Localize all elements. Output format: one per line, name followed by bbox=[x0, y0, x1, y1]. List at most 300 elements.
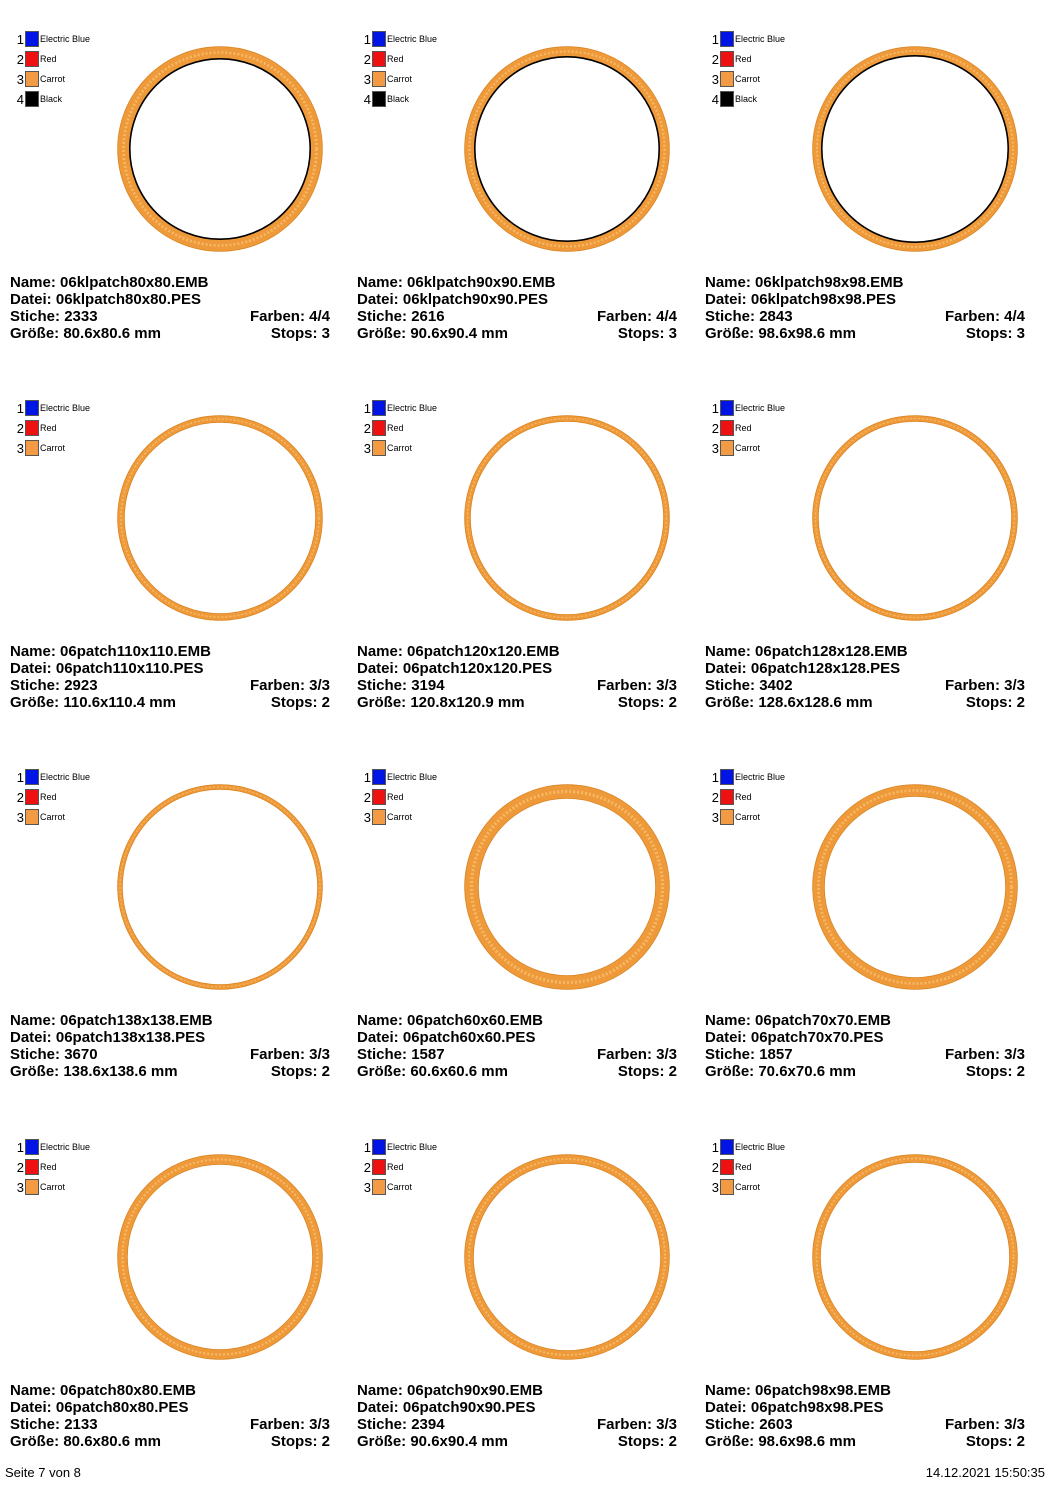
size-line-right bbox=[271, 1063, 330, 1080]
design-card bbox=[10, 30, 340, 390]
field-label: Stiche: bbox=[357, 1416, 408, 1433]
legend-color-name: Red bbox=[387, 792, 404, 802]
design-info bbox=[705, 1012, 1025, 1080]
legend-index: 4 bbox=[711, 92, 719, 107]
design-card bbox=[705, 399, 1035, 759]
stitches-line bbox=[357, 1046, 677, 1063]
legend-index: 1 bbox=[16, 32, 24, 47]
legend-color-name: Carrot bbox=[387, 812, 413, 822]
field-label: Datei: bbox=[357, 291, 399, 308]
design-card bbox=[357, 1138, 687, 1498]
embroidery-preview bbox=[810, 782, 1020, 992]
stitches-line-right bbox=[597, 308, 677, 325]
stitches-line-left bbox=[357, 1046, 445, 1063]
stitches-line-right bbox=[250, 308, 330, 325]
legend-index: 2 bbox=[16, 790, 24, 805]
legend-item bbox=[362, 768, 472, 788]
color-legend bbox=[710, 30, 820, 110]
field-label: Größe: bbox=[357, 325, 407, 342]
field-value: 1587 bbox=[411, 1046, 445, 1063]
color-swatch bbox=[372, 1159, 386, 1175]
field-label: Größe: bbox=[10, 325, 60, 342]
field-label: Stops: bbox=[617, 1063, 665, 1080]
field-value: 2 bbox=[1016, 694, 1025, 711]
legend-item bbox=[710, 808, 820, 828]
stitches-line bbox=[705, 1046, 1025, 1063]
legend-index: 1 bbox=[16, 1140, 24, 1155]
color-swatch bbox=[25, 400, 39, 416]
embroidery-preview bbox=[810, 44, 1020, 254]
embroidery-preview bbox=[462, 782, 672, 992]
embroidery-preview bbox=[462, 44, 672, 254]
legend-item bbox=[15, 30, 125, 50]
field-label: Größe: bbox=[10, 1063, 60, 1080]
name-line-left bbox=[705, 274, 903, 291]
legend-index: 3 bbox=[711, 72, 719, 87]
field-value: 3 bbox=[321, 325, 330, 342]
legend-index: 2 bbox=[711, 421, 719, 436]
field-value: 110.6x110.4 mm bbox=[63, 694, 176, 711]
field-value: 80.6x80.6 mm bbox=[63, 325, 161, 342]
ring-svg bbox=[810, 1152, 1020, 1362]
file-line bbox=[705, 1029, 1025, 1046]
ring-svg bbox=[810, 782, 1020, 992]
design-card bbox=[10, 768, 340, 1128]
field-value: 06klpatch80x80.EMB bbox=[60, 274, 209, 291]
legend-color-name: Electric Blue bbox=[735, 772, 786, 782]
field-value: 3194 bbox=[411, 677, 445, 694]
field-value: 3/3 bbox=[309, 1416, 330, 1433]
color-swatch bbox=[720, 1139, 734, 1155]
stitches-line bbox=[705, 308, 1025, 325]
file-line-left bbox=[705, 1029, 883, 1046]
legend-color-name: Red bbox=[40, 1162, 57, 1172]
stitches-line-left bbox=[10, 1046, 98, 1063]
color-swatch bbox=[372, 1139, 386, 1155]
orange-ring bbox=[817, 1159, 1014, 1356]
field-value: 2 bbox=[1016, 1433, 1025, 1450]
field-value: 2923 bbox=[64, 677, 98, 694]
field-value: 3/3 bbox=[1004, 677, 1025, 694]
design-card bbox=[705, 768, 1035, 1128]
field-label: Name: bbox=[705, 643, 751, 660]
design-info bbox=[705, 274, 1025, 342]
legend-item bbox=[362, 399, 472, 419]
size-line bbox=[10, 1063, 330, 1080]
legend-index: 2 bbox=[363, 1160, 371, 1175]
field-value: 3/3 bbox=[309, 677, 330, 694]
name-line-left bbox=[705, 643, 908, 660]
legend-index: 1 bbox=[363, 32, 371, 47]
field-value: 06patch98x98.PES bbox=[750, 1399, 884, 1416]
color-swatch bbox=[372, 789, 386, 805]
legend-index: 1 bbox=[363, 1140, 371, 1155]
legend-item bbox=[15, 439, 125, 459]
name-line-left bbox=[357, 1382, 543, 1399]
field-value: 3/3 bbox=[656, 1416, 677, 1433]
legend-index: 2 bbox=[711, 1160, 719, 1175]
field-value: 3402 bbox=[759, 677, 793, 694]
field-value: 06patch98x98.EMB bbox=[755, 1382, 891, 1399]
color-swatch bbox=[720, 420, 734, 436]
stitches-line-right bbox=[945, 308, 1025, 325]
field-value: 06patch80x80.EMB bbox=[60, 1382, 196, 1399]
field-value: 06klpatch90x90.EMB bbox=[407, 274, 556, 291]
legend-item bbox=[710, 439, 820, 459]
file-line-left bbox=[357, 1399, 535, 1416]
legend-color-name: Red bbox=[735, 792, 752, 802]
legend-index: 3 bbox=[363, 810, 371, 825]
size-line-left bbox=[10, 694, 176, 711]
size-line-right bbox=[966, 1063, 1025, 1080]
color-swatch bbox=[372, 420, 386, 436]
embroidery-preview bbox=[462, 1152, 672, 1362]
field-value: 98.6x98.6 mm bbox=[758, 325, 856, 342]
legend-color-name: Electric Blue bbox=[735, 1142, 786, 1152]
field-value: 3 bbox=[668, 325, 677, 342]
print-timestamp: 14.12.2021 15:50:35 bbox=[925, 1465, 1045, 1480]
color-swatch bbox=[720, 91, 734, 107]
size-line bbox=[357, 325, 677, 342]
black-inner-line bbox=[130, 59, 310, 239]
stitches-line-right bbox=[250, 677, 330, 694]
file-line-left bbox=[10, 291, 201, 308]
field-label: Datei: bbox=[357, 1029, 399, 1046]
field-label: Größe: bbox=[357, 1063, 407, 1080]
legend-index: 3 bbox=[711, 441, 719, 456]
file-line bbox=[357, 291, 677, 308]
field-value: 2333 bbox=[64, 308, 98, 325]
legend-item bbox=[710, 1158, 820, 1178]
size-line-right bbox=[618, 694, 677, 711]
size-line-left bbox=[357, 694, 525, 711]
file-line bbox=[705, 1399, 1025, 1416]
legend-index: 1 bbox=[363, 401, 371, 416]
name-line bbox=[705, 643, 1025, 660]
field-value: 1857 bbox=[759, 1046, 793, 1063]
field-value: 06patch90x90.PES bbox=[402, 1399, 536, 1416]
color-swatch bbox=[25, 1179, 39, 1195]
legend-index: 4 bbox=[16, 92, 24, 107]
field-value: 06klpatch98x98.EMB bbox=[755, 274, 904, 291]
legend-item bbox=[710, 1178, 820, 1198]
size-line-left bbox=[705, 325, 856, 342]
embroidery-preview bbox=[115, 782, 325, 992]
size-line-right bbox=[618, 325, 677, 342]
legend-color-name: Carrot bbox=[735, 1182, 761, 1192]
color-swatch bbox=[372, 769, 386, 785]
name-line bbox=[10, 1012, 330, 1029]
color-swatch bbox=[372, 71, 386, 87]
orange-ring bbox=[121, 419, 319, 617]
color-swatch bbox=[25, 1159, 39, 1175]
stitches-line-left bbox=[10, 308, 98, 325]
name-line-left bbox=[357, 643, 560, 660]
field-label: Datei: bbox=[357, 660, 399, 677]
legend-color-name: Red bbox=[387, 54, 404, 64]
color-legend bbox=[15, 768, 125, 828]
legend-index: 3 bbox=[363, 1180, 371, 1195]
field-label: Stiche: bbox=[10, 1046, 61, 1063]
name-line-left bbox=[357, 274, 555, 291]
legend-item bbox=[362, 30, 472, 50]
field-label: Größe: bbox=[705, 325, 755, 342]
size-line bbox=[705, 1433, 1025, 1450]
size-line bbox=[10, 694, 330, 711]
color-swatch bbox=[372, 1179, 386, 1195]
field-value: 2394 bbox=[411, 1416, 445, 1433]
name-line-left bbox=[10, 1382, 196, 1399]
field-value: 06patch60x60.EMB bbox=[407, 1012, 543, 1029]
color-swatch bbox=[25, 809, 39, 825]
field-label: Stops: bbox=[617, 1433, 665, 1450]
legend-item bbox=[362, 70, 472, 90]
name-line-left bbox=[10, 643, 211, 660]
design-card bbox=[10, 399, 340, 759]
field-label: Stops: bbox=[965, 1433, 1013, 1450]
legend-index: 3 bbox=[16, 1180, 24, 1195]
legend-item bbox=[710, 399, 820, 419]
color-swatch bbox=[372, 440, 386, 456]
field-label: Größe: bbox=[10, 694, 60, 711]
ring-svg bbox=[115, 413, 325, 623]
legend-color-name: Electric Blue bbox=[40, 403, 91, 413]
field-label: Datei: bbox=[705, 660, 747, 677]
size-line bbox=[357, 1433, 677, 1450]
field-label: Farben: bbox=[249, 1046, 305, 1063]
name-line bbox=[10, 274, 330, 291]
color-swatch bbox=[720, 789, 734, 805]
field-value: 06patch128x128.PES bbox=[750, 660, 901, 677]
legend-index: 1 bbox=[711, 770, 719, 785]
legend-item bbox=[15, 1138, 125, 1158]
color-swatch bbox=[25, 91, 39, 107]
color-legend bbox=[15, 1138, 125, 1198]
embroidery-preview bbox=[810, 413, 1020, 623]
size-line bbox=[705, 325, 1025, 342]
field-label: Stiche: bbox=[10, 677, 61, 694]
field-value: 120.8x120.9 mm bbox=[410, 694, 525, 711]
field-label: Datei: bbox=[357, 1399, 399, 1416]
file-line-left bbox=[10, 1399, 188, 1416]
field-label: Größe: bbox=[705, 694, 755, 711]
size-line-right bbox=[618, 1063, 677, 1080]
file-line bbox=[357, 660, 677, 677]
legend-item bbox=[15, 808, 125, 828]
field-value: 06patch138x138.EMB bbox=[60, 1012, 213, 1029]
field-label: Name: bbox=[10, 274, 56, 291]
legend-color-name: Red bbox=[735, 423, 752, 433]
legend-color-name: Red bbox=[387, 1162, 404, 1172]
field-label: Stops: bbox=[270, 325, 318, 342]
stitches-line-left bbox=[10, 1416, 98, 1433]
color-swatch bbox=[372, 91, 386, 107]
color-swatch bbox=[372, 809, 386, 825]
size-line-right bbox=[618, 1433, 677, 1450]
legend-item bbox=[710, 419, 820, 439]
field-label: Farben: bbox=[249, 677, 305, 694]
legend-index: 3 bbox=[16, 72, 24, 87]
legend-color-name: Electric Blue bbox=[735, 403, 786, 413]
field-label: Name: bbox=[705, 1382, 751, 1399]
field-label: Farben: bbox=[596, 1416, 652, 1433]
stitches-line bbox=[705, 677, 1025, 694]
file-line-left bbox=[10, 1029, 205, 1046]
field-label: Name: bbox=[10, 643, 56, 660]
size-line-right bbox=[966, 1433, 1025, 1450]
size-line-right bbox=[966, 694, 1025, 711]
color-swatch bbox=[25, 51, 39, 67]
color-swatch bbox=[720, 1179, 734, 1195]
legend-index: 3 bbox=[363, 72, 371, 87]
file-line-left bbox=[357, 291, 548, 308]
legend-color-name: Electric Blue bbox=[387, 34, 438, 44]
stitches-line bbox=[357, 677, 677, 694]
embroidery-preview bbox=[115, 44, 325, 254]
legend-index: 3 bbox=[16, 441, 24, 456]
field-label: Name: bbox=[705, 274, 751, 291]
legend-color-name: Electric Blue bbox=[387, 1142, 438, 1152]
legend-color-name: Carrot bbox=[387, 74, 413, 84]
legend-color-name: Red bbox=[40, 792, 57, 802]
size-line-left bbox=[10, 325, 161, 342]
size-line-left bbox=[705, 1433, 856, 1450]
legend-color-name: Red bbox=[40, 54, 57, 64]
size-line-right bbox=[271, 1433, 330, 1450]
color-legend bbox=[362, 399, 472, 459]
name-line-left bbox=[705, 1012, 891, 1029]
legend-item bbox=[362, 439, 472, 459]
color-swatch bbox=[25, 440, 39, 456]
legend-item bbox=[362, 788, 472, 808]
field-label: Datei: bbox=[10, 1029, 52, 1046]
field-value: 2603 bbox=[759, 1416, 793, 1433]
design-info bbox=[357, 643, 677, 711]
field-label: Farben: bbox=[249, 1416, 305, 1433]
design-card bbox=[705, 1138, 1035, 1498]
stitches-line-left bbox=[705, 1416, 793, 1433]
field-value: 06patch70x70.EMB bbox=[755, 1012, 891, 1029]
legend-index: 2 bbox=[711, 52, 719, 67]
field-value: 06patch128x128.EMB bbox=[755, 643, 908, 660]
field-label: Datei: bbox=[10, 660, 52, 677]
size-line bbox=[10, 325, 330, 342]
field-value: 2 bbox=[321, 694, 330, 711]
legend-color-name: Red bbox=[735, 54, 752, 64]
legend-index: 1 bbox=[711, 32, 719, 47]
ring-svg bbox=[810, 413, 1020, 623]
field-label: Farben: bbox=[944, 677, 1000, 694]
field-label: Stops: bbox=[965, 325, 1013, 342]
legend-color-name: Carrot bbox=[40, 443, 66, 453]
stitches-line bbox=[10, 308, 330, 325]
legend-index: 2 bbox=[363, 421, 371, 436]
design-info bbox=[10, 274, 330, 342]
field-value: 98.6x98.6 mm bbox=[758, 1433, 856, 1450]
size-line-left bbox=[10, 1063, 178, 1080]
field-value: 3 bbox=[1016, 325, 1025, 342]
stitches-line-left bbox=[357, 677, 445, 694]
legend-item bbox=[362, 50, 472, 70]
legend-item bbox=[710, 30, 820, 50]
field-label: Stiche: bbox=[705, 1046, 756, 1063]
field-value: 06klpatch80x80.PES bbox=[55, 291, 201, 308]
legend-color-name: Electric Blue bbox=[735, 34, 786, 44]
legend-item bbox=[15, 90, 125, 110]
legend-index: 2 bbox=[363, 52, 371, 67]
design-info bbox=[357, 274, 677, 342]
field-value: 06patch90x90.EMB bbox=[407, 1382, 543, 1399]
field-value: 4/4 bbox=[656, 308, 677, 325]
field-label: Datei: bbox=[10, 1399, 52, 1416]
field-label: Name: bbox=[10, 1012, 56, 1029]
legend-index: 1 bbox=[711, 401, 719, 416]
legend-color-name: Black bbox=[735, 94, 758, 104]
size-line bbox=[357, 694, 677, 711]
legend-index: 1 bbox=[16, 770, 24, 785]
legend-item bbox=[15, 70, 125, 90]
legend-item bbox=[710, 90, 820, 110]
color-swatch bbox=[372, 31, 386, 47]
legend-color-name: Electric Blue bbox=[387, 403, 438, 413]
color-legend bbox=[15, 399, 125, 459]
field-label: Name: bbox=[705, 1012, 751, 1029]
legend-index: 3 bbox=[363, 441, 371, 456]
embroidery-preview bbox=[115, 1152, 325, 1362]
color-swatch bbox=[372, 51, 386, 67]
field-label: Name: bbox=[357, 274, 403, 291]
legend-item bbox=[15, 50, 125, 70]
legend-index: 2 bbox=[363, 790, 371, 805]
field-label: Stiche: bbox=[705, 677, 756, 694]
legend-index: 2 bbox=[16, 52, 24, 67]
stitches-line-right bbox=[597, 1046, 677, 1063]
stitches-line bbox=[357, 308, 677, 325]
field-value: 128.6x128.6 mm bbox=[758, 694, 873, 711]
field-label: Größe: bbox=[705, 1063, 755, 1080]
size-line bbox=[705, 694, 1025, 711]
file-line-left bbox=[705, 291, 896, 308]
stitches-line bbox=[10, 1416, 330, 1433]
stitches-line-left bbox=[357, 308, 445, 325]
ring-svg bbox=[810, 44, 1020, 254]
ring-svg bbox=[462, 44, 672, 254]
field-value: 2 bbox=[668, 694, 677, 711]
design-card bbox=[705, 30, 1035, 390]
field-label: Stops: bbox=[270, 1433, 318, 1450]
file-line bbox=[10, 1029, 330, 1046]
design-info bbox=[10, 643, 330, 711]
stitches-line-right bbox=[597, 1416, 677, 1433]
size-line-left bbox=[705, 694, 873, 711]
color-legend bbox=[710, 768, 820, 828]
field-value: 3670 bbox=[64, 1046, 98, 1063]
color-swatch bbox=[720, 400, 734, 416]
field-label: Stiche: bbox=[357, 677, 408, 694]
legend-item bbox=[710, 788, 820, 808]
design-info bbox=[357, 1012, 677, 1080]
stitches-line bbox=[705, 1416, 1025, 1433]
color-legend bbox=[710, 1138, 820, 1198]
field-label: Name: bbox=[357, 1012, 403, 1029]
name-line bbox=[705, 1012, 1025, 1029]
legend-index: 3 bbox=[711, 810, 719, 825]
field-value: 06patch60x60.PES bbox=[402, 1029, 536, 1046]
name-line bbox=[10, 1382, 330, 1399]
legend-color-name: Electric Blue bbox=[387, 772, 438, 782]
ring-svg bbox=[462, 413, 672, 623]
size-line-right bbox=[271, 325, 330, 342]
